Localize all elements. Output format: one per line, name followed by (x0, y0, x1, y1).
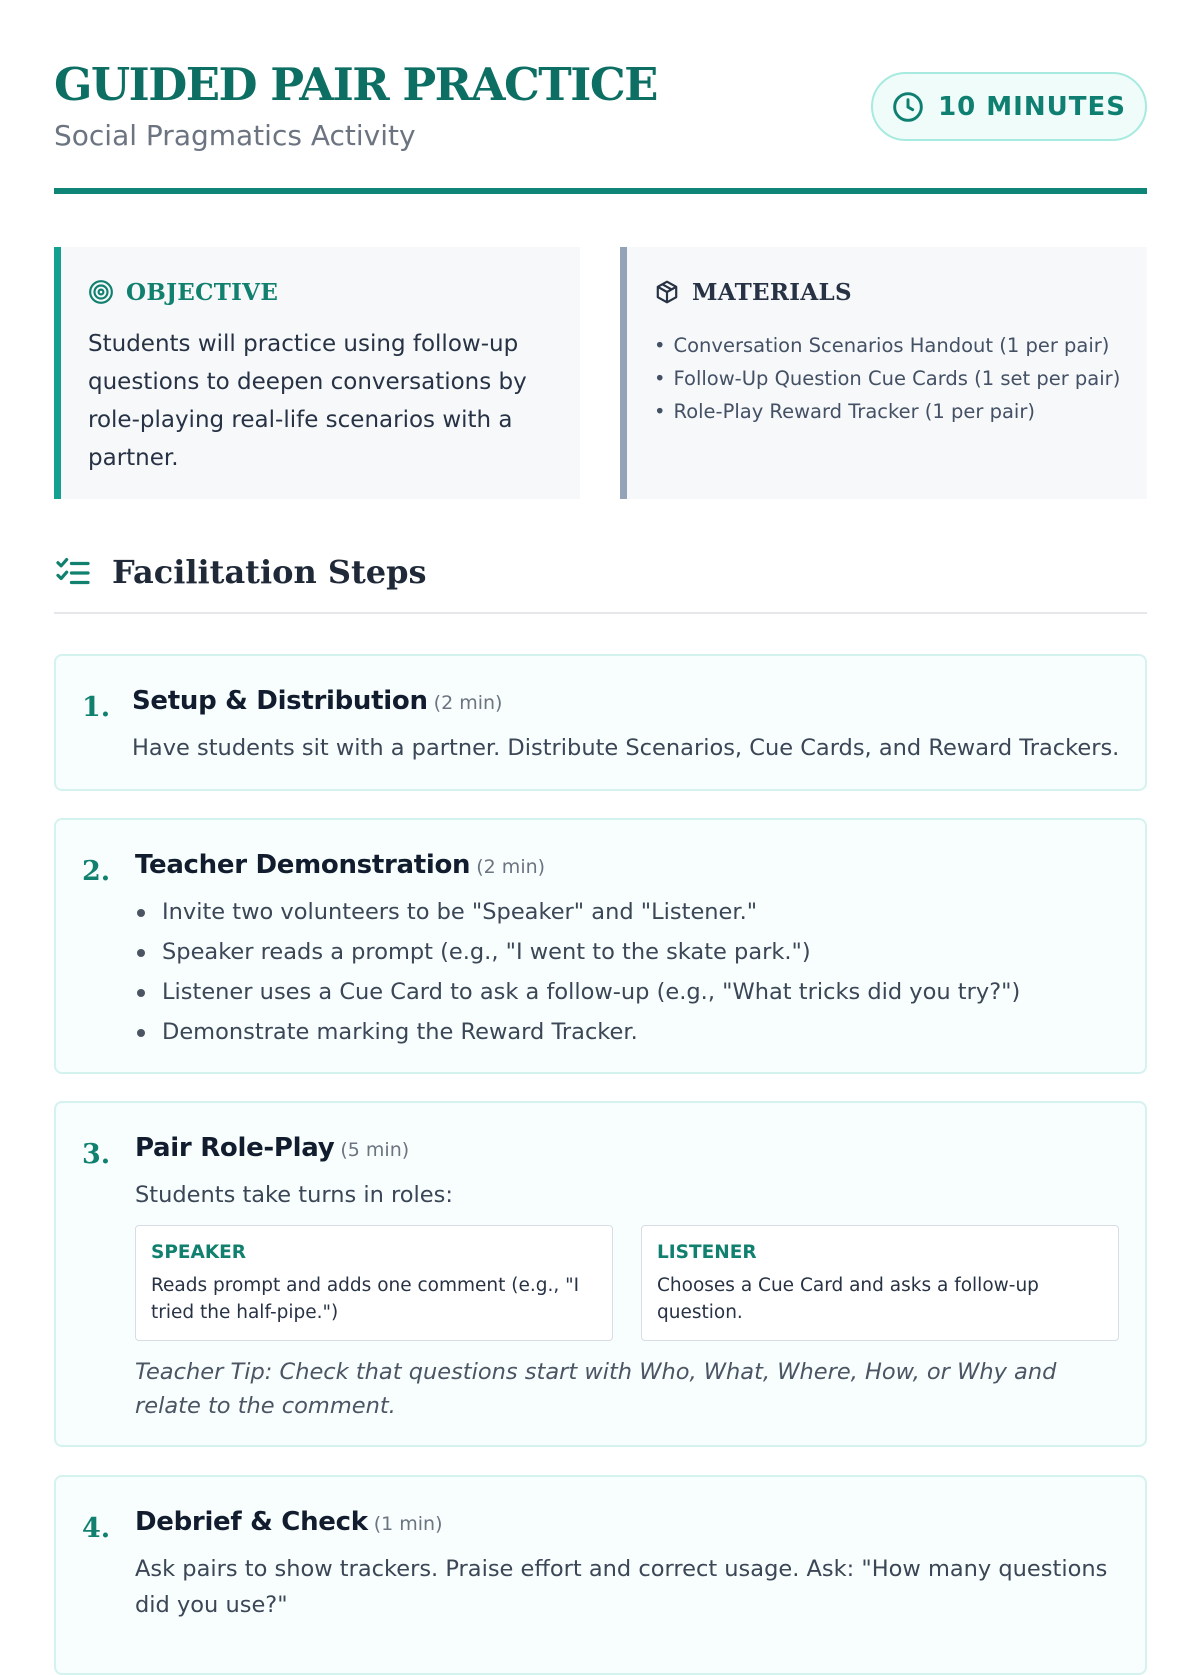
step-title: Teacher Demonstration (135, 850, 471, 880)
info-row (54, 247, 1147, 499)
role-cards (135, 1225, 1119, 1341)
step-text: Have students sit with a partner. Distribute Scenarios, Cue Cards, and Reward Trackers. (132, 735, 1120, 761)
step-heading (132, 684, 1119, 722)
objective-box (54, 247, 580, 499)
step-time: (2 min) (476, 856, 546, 878)
listener-role-card (641, 1225, 1119, 1341)
step-card-4 (54, 1475, 1147, 1675)
speaker-role-card (135, 1225, 613, 1341)
section-title: Facilitation Steps (112, 553, 427, 591)
step-number: 3. (82, 1139, 111, 1170)
materials-item: • Conversation Scenarios Handout (1 per pair) (654, 329, 1119, 362)
box-icon (654, 279, 680, 305)
step-body (132, 684, 1119, 766)
step-title: Debrief & Check (135, 1507, 368, 1537)
step-text: Students take turns in roles: (135, 1182, 453, 1208)
step-heading (135, 848, 1119, 886)
facilitation-steps-header (54, 552, 1147, 614)
list-item: Listener uses a Cue Card to ask a follow-up (e.g., "What tricks did you try?") (135, 972, 1119, 1012)
step-number: 4. (82, 1513, 111, 1544)
lesson-page (54, 0, 1147, 1618)
page-subtitle: Social Pragmatics Activity (54, 119, 416, 152)
page-header (54, 0, 1147, 194)
role-text: Chooses a Cue Card and asks a follow-up question. (657, 1275, 1039, 1323)
step-body (135, 1505, 1119, 1623)
materials-title: MATERIALS (692, 278, 852, 306)
materials-item: • Follow-Up Question Cue Cards (1 set per pair) (654, 362, 1119, 395)
step-body (135, 848, 1119, 1052)
duration-badge (871, 72, 1147, 141)
step-title: Setup & Distribution (132, 686, 428, 716)
objective-title: OBJECTIVE (126, 278, 279, 306)
materials-header (654, 275, 1119, 309)
checklist-icon (54, 554, 92, 592)
list-item: Invite two volunteers to be "Speaker" and "Listener." (135, 892, 1119, 932)
step-text: Ask pairs to show trackers. Praise effort and correct usage. Ask: "How many questions did you use?" (135, 1556, 1108, 1618)
step-number: 1. (82, 692, 111, 723)
materials-list (654, 329, 1119, 428)
step-heading (135, 1131, 1119, 1169)
step-time: (2 min) (433, 692, 503, 714)
step-title: Pair Role-Play (135, 1133, 335, 1163)
duration-label: 10 MINUTES (938, 91, 1126, 122)
materials-item: • Role-Play Reward Tracker (1 per pair) (654, 395, 1119, 428)
step-card-2 (54, 818, 1147, 1074)
role-label: LISTENER (657, 1242, 757, 1263)
step-time: (5 min) (340, 1139, 410, 1161)
step-time: (1 min) (373, 1513, 443, 1535)
list-item: Speaker reads a prompt (e.g., "I went to the skate park.") (135, 932, 1119, 972)
role-text: Reads prompt and adds one comment (e.g., "I tried the half-pipe.") (151, 1275, 580, 1323)
step-body (135, 1131, 1119, 1423)
objective-header (88, 275, 552, 309)
list-item: Demonstrate marking the Reward Tracker. (135, 1012, 1119, 1052)
step-card-3 (54, 1101, 1147, 1447)
step-number: 2. (82, 856, 111, 887)
objective-text: Students will practice using follow-up questions to deepen conversations by role-playing real-life scenarios with a partner. (88, 331, 527, 471)
teacher-tip: Teacher Tip: Check that questions start with Who, What, Where, How, or Why and relate to the comment. (135, 1359, 1057, 1419)
step-heading (135, 1505, 1119, 1543)
materials-box (620, 247, 1147, 499)
step-bullet-list (135, 892, 1119, 1052)
role-label: SPEAKER (151, 1242, 247, 1263)
clock-icon (892, 91, 924, 123)
target-icon (88, 279, 114, 305)
page-title: GUIDED PAIR PRACTICE (54, 58, 657, 111)
step-card-1 (54, 654, 1147, 791)
